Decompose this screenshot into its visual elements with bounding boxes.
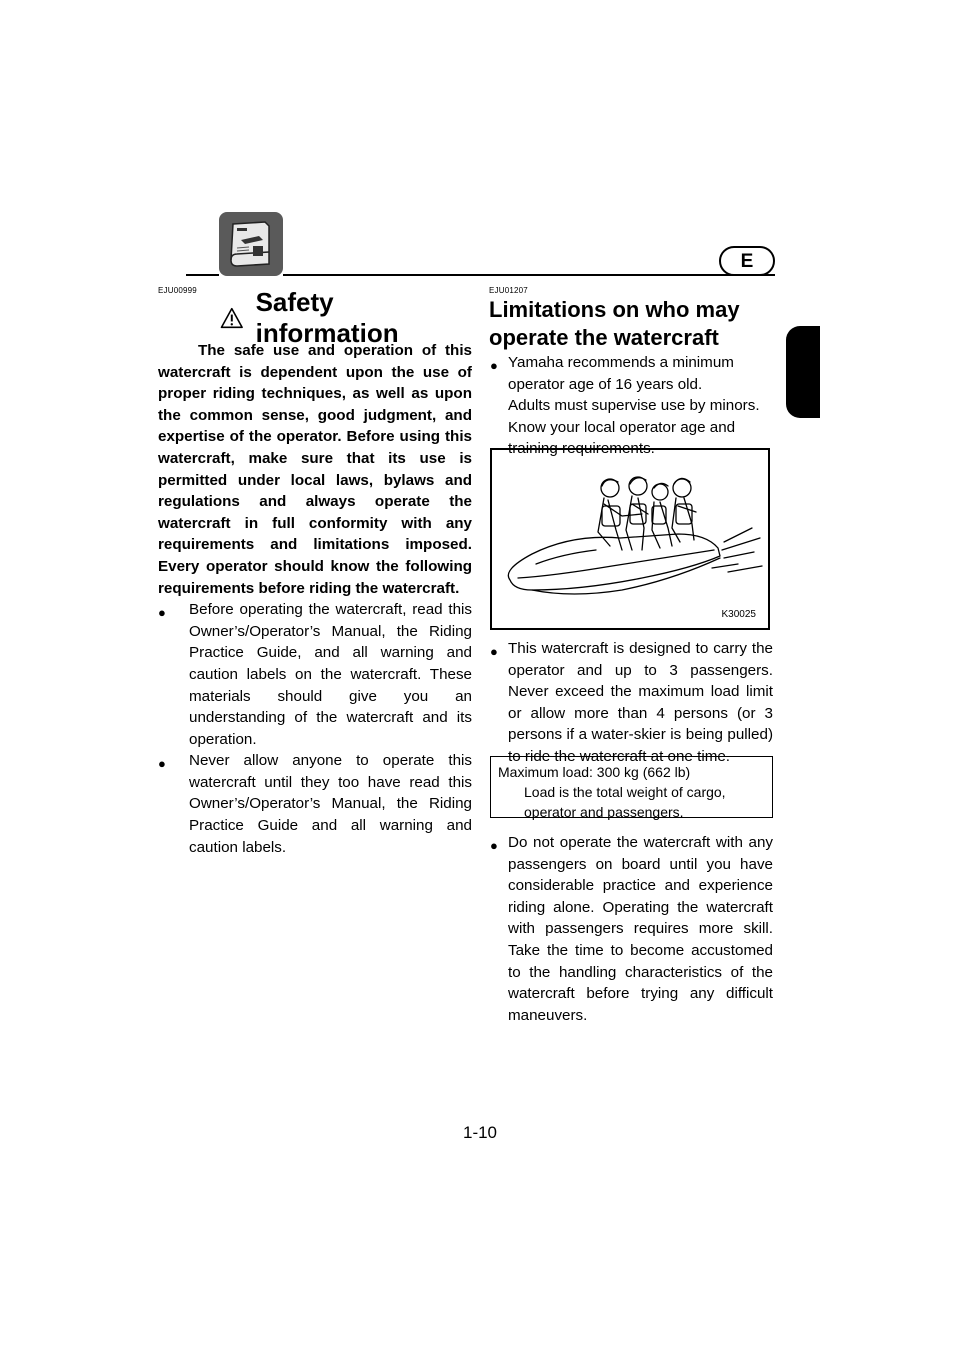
language-badge: E xyxy=(719,246,775,276)
section-code-left: EJU00999 xyxy=(158,286,197,295)
age-bullet xyxy=(490,352,773,460)
watercraft-illustration xyxy=(490,448,770,630)
bullet-dot: ● xyxy=(158,605,166,621)
list-item: ● Do not operate the watercraft with any passengers on board until you have considerable practice and experience riding alone. Operating the watercraft with passengers requires more skill. Take the time to become accustomed to the handling characteristics of the watercraft before trying any difficult maneuvers. xyxy=(490,834,773,1024)
safety-title-text: Safety information xyxy=(255,287,399,348)
passenger-bullet xyxy=(490,638,773,768)
left-column xyxy=(158,340,472,858)
owners-manual-book-icon xyxy=(219,212,283,276)
intro-paragraph: The safe use and operation of this watercraft is dependent upon the use of proper riding techniques, as well as upon the common sense, good judgment, and expertise of the operator. Before using this watercraft, make sure that its use is permitted under local laws, bylaws and regulations and always operate the watercraft in full conformity with any requirements and limitations imposed. Every operator should know the following requirements before riding the watercraft. xyxy=(158,342,472,597)
list-item: ● Never allow anyone to operate this watercraft until they too have read this Owner’s/Operator’s Manual, the Riding Practice Guide and all warning and caution labels. xyxy=(158,752,472,856)
header-rule-left xyxy=(186,274,219,276)
warning-triangle-icon xyxy=(220,307,244,329)
section-code-right: EJU01207 xyxy=(489,286,528,295)
list-item: ● This watercraft is designed to carry the operator and up to 3 passengers. Never exceed the maximum load limit or allow more than 4 persons (or 3 persons if a water-skier is being pulled) to ride the watercraft at one time. xyxy=(490,640,773,765)
max-load-note xyxy=(490,756,773,818)
bullet-dot: ● xyxy=(158,756,166,772)
section-title-limitations: Limitations on who may operate the watercraft xyxy=(489,297,740,350)
section-title-safety xyxy=(220,287,480,348)
max-load-title: Maximum load: 300 kg (662 lb) xyxy=(498,764,691,780)
bullet-dot: ● xyxy=(490,358,498,373)
figure-code: K30025 xyxy=(721,609,756,620)
safety-bullet-list xyxy=(158,599,472,858)
max-load-detail: Load is the total weight of cargo, operator and passengers. xyxy=(524,784,726,820)
header-rule-right xyxy=(283,274,775,276)
bullet-dot: ● xyxy=(490,838,498,853)
chapter-tab xyxy=(786,326,820,418)
page-number: 1-10 xyxy=(462,1123,498,1142)
list-item: ● Before operating the watercraft, read this Owner’s/Operator’s Manual, the Riding Practice Guide, and all warning and caution labels on the watercraft. These materials should give you an understanding of the watercraft and its operation. xyxy=(158,601,472,748)
watercraft-riders-illustration xyxy=(492,450,768,628)
practice-bullet xyxy=(490,832,773,1026)
list-item: ● Yamaha recommends a minimum operator age of 16 years old. Adults must supervise use by minors. Know your local operator age and training requirements. xyxy=(490,354,760,458)
bullet-dot: ● xyxy=(490,644,498,659)
